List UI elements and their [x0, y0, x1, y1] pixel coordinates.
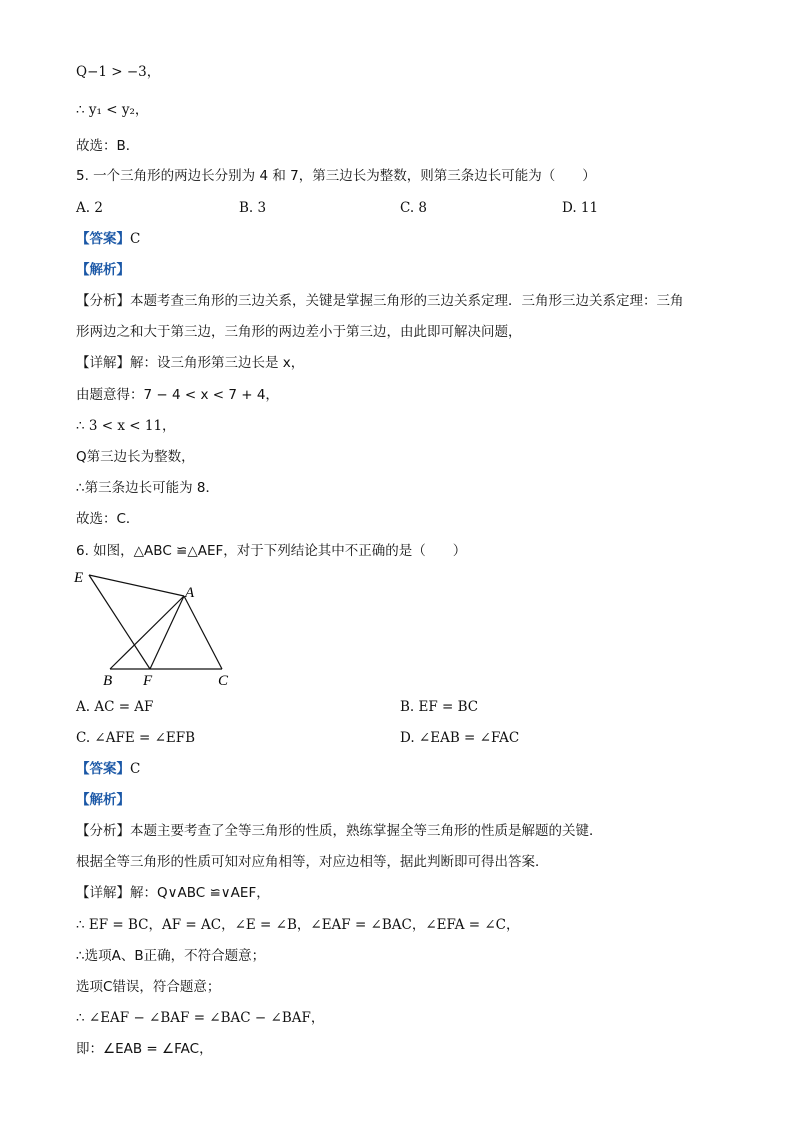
- q6-option-d: D. ∠EAB = ∠FAC: [400, 730, 520, 746]
- q6-analysis-tag: 【解析】: [76, 792, 130, 808]
- q5-option-b: B. 3: [239, 200, 267, 216]
- q5-fenxi-line-2: 形两边之和大于第三边，三角形的两边差小于第三边，由此即可解决问题，: [76, 324, 522, 340]
- q5-answer-tag: 【答案】: [76, 231, 130, 247]
- q6-xiangjie-line: [76, 884, 270, 902]
- line-q-minus-1: Q−1 > −3，: [76, 64, 161, 80]
- q6-xiangjie-text: 解：Q∨ABC ≌∨AEF，: [130, 885, 270, 901]
- q6-answer-value: C: [130, 761, 141, 777]
- line-y1-lt-y2: ∴ y₁ < y₂，: [76, 102, 149, 118]
- q6-answer-tag: 【答案】: [76, 761, 130, 777]
- q5-step-2: ∴ 3 < x < 11，: [76, 418, 176, 434]
- q5-step-5: 故选：C．: [76, 511, 140, 527]
- segment-ef: [89, 575, 150, 669]
- label-a: A: [185, 585, 195, 601]
- label-e: E: [74, 570, 84, 586]
- q6-step-1: ∴ EF = BC，AF = AC，∠E = ∠B，∠EAF = ∠BAC，∠EFA = ∠C，: [76, 917, 520, 933]
- q6-answer-line: [76, 760, 140, 778]
- label-b: B: [103, 673, 113, 689]
- q6-analysis-line: [76, 791, 130, 809]
- q6-option-a: A. AC = AF: [76, 699, 154, 715]
- q5-analysis-line: [76, 261, 130, 279]
- segment-ac: [184, 596, 222, 669]
- line-choose-b: 故选：B．: [76, 138, 140, 154]
- q6-step-5: 即：∠EAB = ∠FAC，: [76, 1041, 213, 1057]
- triangle-figure: [70, 564, 240, 690]
- label-f: F: [143, 673, 153, 689]
- q5-option-a: A. 2: [76, 200, 103, 216]
- segment-ea: [89, 575, 184, 596]
- q6-option-c: C. ∠AFE = ∠EFB: [76, 730, 196, 746]
- q6-fenxi-text-1: 本题主要考查了全等三角形的性质，熟练掌握全等三角形的性质是解题的关键．: [130, 823, 603, 839]
- segment-fa: [150, 596, 184, 669]
- q6-fenxi-line-2: 根据全等三角形的性质可知对应角相等，对应边相等，据此判断即可得出答案．: [76, 854, 549, 870]
- q5-option-c: C. 8: [400, 200, 428, 216]
- q6-step-3: 选项C错误，符合题意；: [76, 979, 221, 995]
- q5-xiangjie-line: [76, 354, 304, 372]
- q5-answer-line: [76, 230, 140, 248]
- label-c: C: [218, 673, 229, 689]
- q6-fenxi-tag: 【分析】: [76, 823, 130, 839]
- q5-option-d: D. 11: [562, 200, 599, 216]
- q5-answer-value: C: [130, 231, 141, 247]
- q6-step-2: ∴选项A、B正确，不符合题意；: [76, 948, 266, 964]
- q6-step-4: ∴ ∠EAF − ∠BAF = ∠BAC − ∠BAF，: [76, 1010, 325, 1026]
- q5-step-3: Q第三边长为整数，: [76, 449, 195, 465]
- q5-step-4: ∴第三条边长可能为 8．: [76, 480, 219, 496]
- q5-analysis-tag: 【解析】: [76, 262, 130, 278]
- q5-fenxi-line-1: [76, 292, 684, 310]
- q6-option-b: B. EF = BC: [400, 699, 479, 715]
- question-6: 6. 如图，△ABC ≌△AEF，对于下列结论其中不正确的是（ ）: [76, 543, 467, 559]
- question-5: 5. 一个三角形的两边长分别为 4 和 7，第三边长为整数，则第三条边长可能为（ ）: [76, 168, 596, 184]
- q5-xiangjie-text: 解：设三角形第三边长是 x，: [130, 355, 305, 371]
- q5-xiangjie-tag: 【详解】: [76, 355, 130, 371]
- q6-xiangjie-tag: 【详解】: [76, 885, 130, 901]
- q5-fenxi-tag: 【分析】: [76, 293, 130, 309]
- segment-ba: [110, 596, 184, 669]
- q5-step-1: 由题意得：7 − 4 < x < 7 + 4，: [76, 387, 279, 403]
- q6-fenxi-line-1: [76, 822, 603, 840]
- q5-fenxi-text-1: 本题考查三角形的三边关系，关键是掌握三角形的三边关系定理．三角形三边关系定理：三角: [130, 293, 684, 309]
